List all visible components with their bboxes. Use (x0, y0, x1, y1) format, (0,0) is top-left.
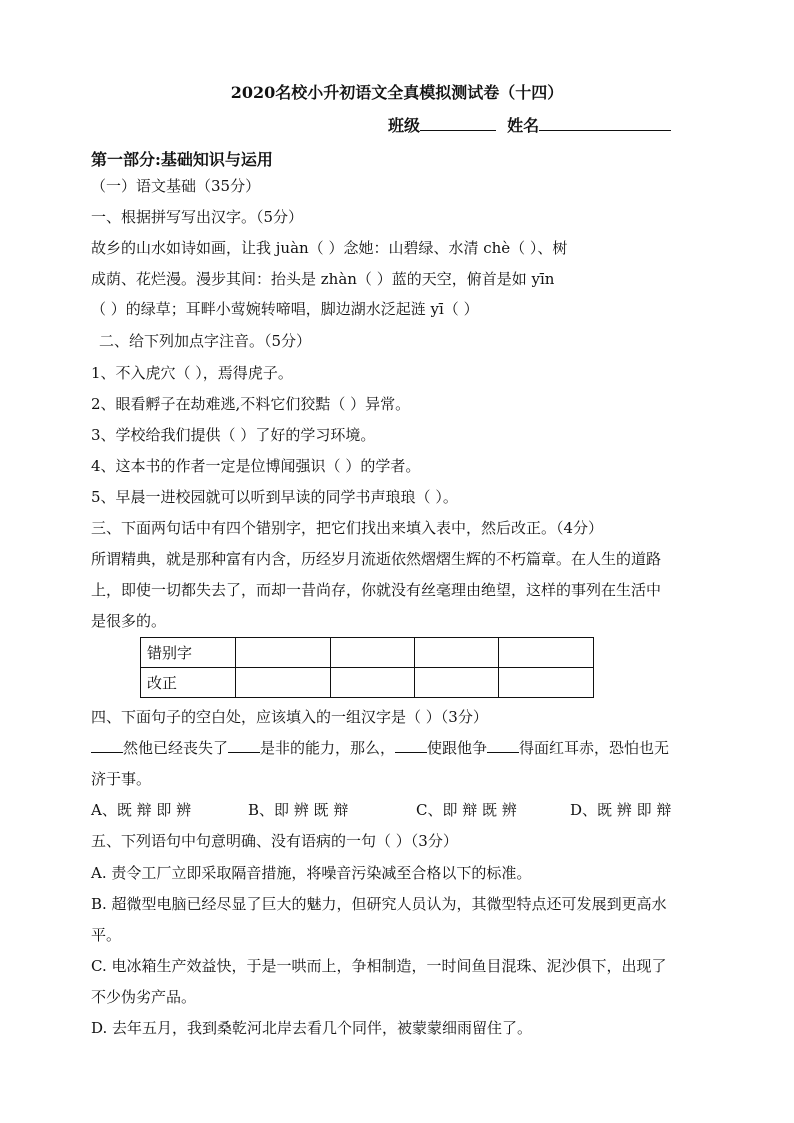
answer-cell[interactable] (236, 668, 331, 698)
q5-option-line: 平。 (91, 926, 122, 944)
q4-option-d: D、既 辨 即 辩 (570, 801, 672, 819)
q4-title: 四、下面句子的空白处，应该填入的一组汉字是（ ）（3分） (91, 708, 488, 726)
q5-option-line: B. 超微型电脑已经尽显了巨大的魅力，但研究人员认为，其微型特点还可发展到更高水 (91, 895, 667, 913)
sentence-part: 得面红耳赤，恐怕也无 (519, 739, 670, 757)
answer-cell[interactable] (499, 668, 594, 698)
q5-option-line: 不少伪劣产品。 (91, 988, 197, 1006)
q5-title: 五、下列语句中句意明确、没有语病的一句（ ）（3分） (91, 832, 458, 850)
q2-item: 1、不入虎穴（ ），焉得虎子。 (91, 364, 293, 382)
q3-text-line: 上，即使一切都失去了，而却一昔尚存，你就没有丝毫理由绝望，这样的事列在生活中 (91, 581, 662, 599)
table-row (141, 638, 594, 668)
q3-title: 三、下面两句话中有四个错别字，把它们找出来填入表中，然后改正。（4分） (91, 519, 604, 537)
q2-item: 3、学校给我们提供（ ）了好的学习环境。 (91, 426, 376, 444)
name-blank (539, 116, 671, 131)
fill-blank[interactable] (91, 738, 123, 753)
q4-sentence-end: 济于事。 (91, 770, 152, 788)
q4-sentence (91, 737, 669, 759)
class-blank (420, 116, 496, 131)
q5-option-line: C. 电冰箱生产效益快，于是一哄而上，争相制造，一时间鱼目混珠、泥沙俱下，出现了 (91, 957, 667, 975)
answer-cell[interactable] (331, 668, 415, 698)
q4-option-a: A、既 辩 即 辨 (91, 801, 192, 819)
q1-line: （ ）的绿草；耳畔小莺婉转啼唱，脚边湖水泛起涟 yī（ ） (91, 300, 479, 318)
q2-title: 二、给下列加点字注音。（5分） (99, 332, 312, 350)
sentence-part: 使跟他争 (427, 739, 488, 757)
sentence-part: 是非的能力，那么， (260, 739, 396, 757)
table-row (141, 668, 594, 698)
section-heading: （一）语文基础（35分） (91, 177, 261, 195)
table-row-label: 错别字 (141, 638, 236, 668)
q4-option-c: C、即 辩 既 辨 (416, 801, 517, 819)
table-row-label: 改正 (141, 668, 236, 698)
q5-option-line: D. 去年五月，我到桑乾河北岸去看几个同伴，被蒙蒙细雨留住了。 (91, 1019, 533, 1037)
answer-cell[interactable] (499, 638, 594, 668)
answer-cell[interactable] (331, 638, 415, 668)
answer-cell[interactable] (415, 668, 499, 698)
q4-option-b: B、即 辨 既 辩 (248, 801, 349, 819)
class-name-line (388, 113, 671, 136)
class-label: 班级 (388, 116, 421, 135)
q1-title: 一、根据拼写写出汉字。（5分） (91, 208, 304, 226)
name-label: 姓名 (507, 116, 540, 135)
fill-blank[interactable] (487, 738, 519, 753)
q3-text-line: 所谓精典，就是那种富有内含，历经岁月流逝依然熠熠生辉的不朽篇章。在人生的道路 (91, 550, 662, 568)
page-title: 2020名校小升初语文全真模拟测试卷（十四） (230, 83, 564, 102)
answer-cell[interactable] (415, 638, 499, 668)
fill-blank[interactable] (395, 738, 427, 753)
q2-item: 5、早晨一进校园就可以听到早读的同学书声琅琅（ ）。 (91, 488, 458, 506)
sentence-part: 然他已经丧失了 (123, 739, 229, 757)
correction-table (140, 637, 594, 698)
q1-line: 成荫、花烂漫。漫步其间：抬头是 zhàn（ ）蓝的天空，俯首是如 yīn (91, 270, 555, 288)
fill-blank[interactable] (228, 738, 260, 753)
q5-option-line: A. 责令工厂立即采取隔音措施，将噪音污染减至合格以下的标准。 (91, 864, 532, 882)
part-heading: 第一部分:基础知识与运用 (91, 150, 273, 169)
q2-item: 4、这本书的作者一定是位博闻强识（ ）的学者。 (91, 457, 421, 475)
q1-line: 故乡的山水如诗如画，让我 juàn（ ）念她：山碧绿、水清 chè（ ）、树 (91, 239, 568, 257)
answer-cell[interactable] (236, 638, 331, 668)
q2-item: 2、眼看孵子在劫难逃,不料它们狡黠（ ）异常。 (91, 395, 411, 413)
q3-text-line: 是很多的。 (91, 612, 167, 630)
